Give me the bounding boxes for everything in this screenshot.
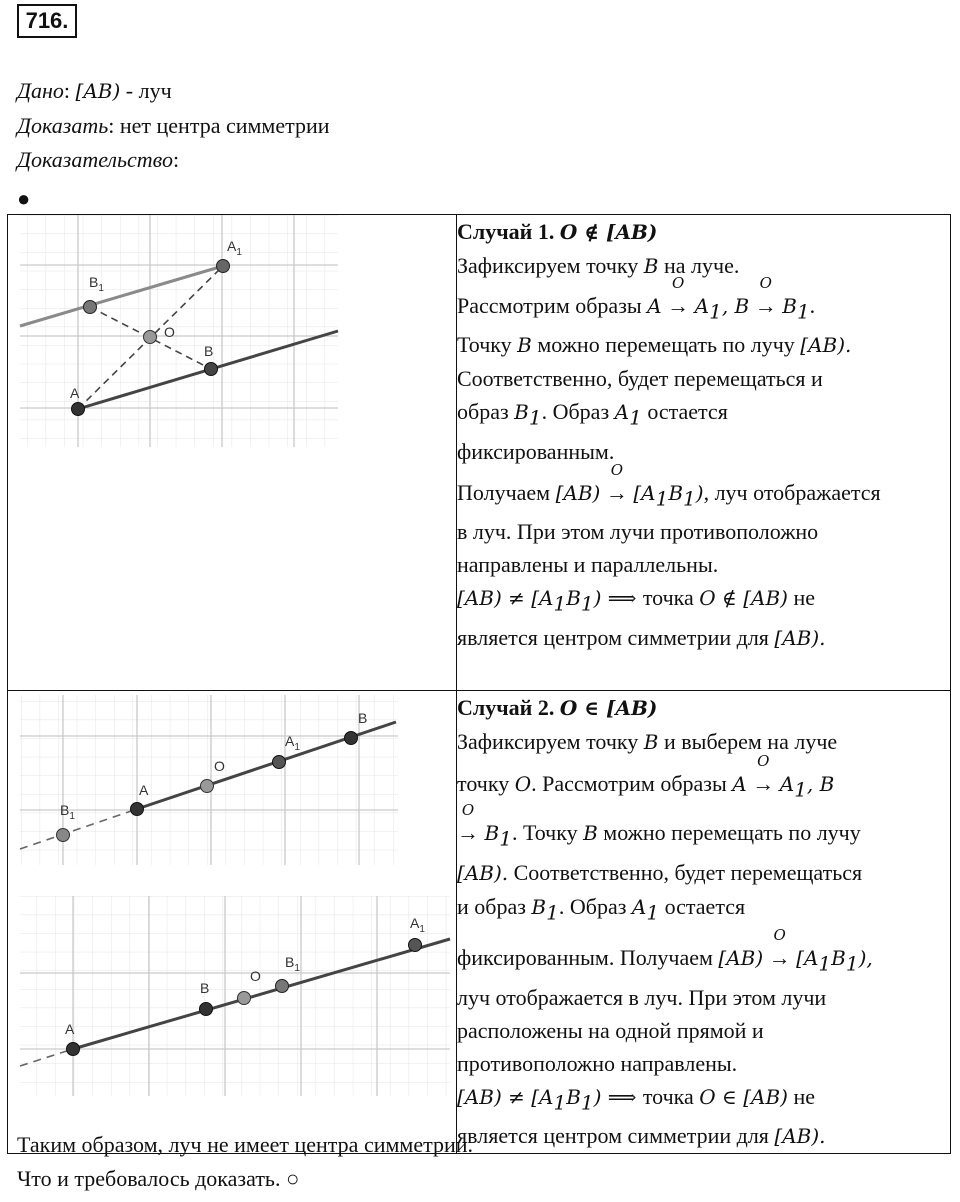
label-a1: $A_1$ <box>227 238 242 258</box>
qed-line: Что и требовалось доказать. ○ <box>17 1166 300 1191</box>
problem-number: 716. <box>17 4 77 38</box>
map-arrow: O → <box>667 274 690 318</box>
proof-line: Доказательство: <box>17 147 180 172</box>
label-a1: $A_1$ <box>285 733 300 753</box>
point-a1 <box>273 756 286 769</box>
end-mark: ○ <box>285 1166 300 1191</box>
case2-condition: O ∈ [AB) <box>559 696 658 720</box>
case2-figure-cell <box>8 691 457 1154</box>
label-b: B <box>204 343 214 359</box>
label-o: O <box>164 324 175 340</box>
case2-row <box>8 691 951 1154</box>
label-b1: $B_1$ <box>89 274 104 294</box>
given-label: Дано <box>17 78 64 103</box>
case2-text-cell: Случай 2. O ∈ [AB) Зафиксируем точку B и выберем на луче точку O. Рассмотрим образы A O → $A_1$, B O → $B_1$. Точку B можно перемещать по лучу [AB). Соответственно, будет перемещаться и образ $B_1$. Образ $A_1$ остается фиксированным. Получаем [AB) O → $[A_1B_1)$, луч отображается в луч. При этом лучи расположены на одной прямой и противоположно направлены. $[AB) \ne [A_1B_1)$ ⟹ точка O ∈ [AB) не является центром симметрии для [AB). <box>457 691 951 1154</box>
conclusion-line: Таким образом, луч не имеет центра симметрии. <box>17 1132 474 1157</box>
point-b <box>205 363 218 376</box>
label-b: B <box>358 710 368 726</box>
given-line: Дано: [AB) - луч <box>17 78 172 103</box>
label-o: O <box>214 758 225 774</box>
figure-case1 <box>8 215 456 685</box>
point-a1 <box>217 260 230 273</box>
map-arrow: O → <box>457 801 479 846</box>
prove-line: Доказать: нет центра симметрии <box>17 113 330 138</box>
map-arrow: O → <box>605 460 628 505</box>
point-b1 <box>57 829 70 842</box>
case1-text-cell: Случай 1. O ∉ [AB) Зафиксируем точку B на луче. Рассмотрим образы A O → $A_1$, B O → $B_1$. Точку B можно перемещать по лучу [AB). Соответственно, будет перемещаться и образ $B_1$. Образ $A_1$ остается фиксированным. Получаем [AB) O → $[A_1B_1)$, луч отображается в луч. При этом лучи противоположно направлены и параллельны. $[AB) \ne [A_1B_1)$ ⟹ точка O ∉ [AB) не является центром симметрии для [AB). <box>457 215 951 691</box>
label-a: A <box>65 1021 75 1037</box>
grid <box>20 215 338 447</box>
proof-label: Доказательство <box>17 147 173 172</box>
label-a: A <box>139 782 149 798</box>
point-o <box>238 992 251 1005</box>
point-a <box>72 403 85 416</box>
point-a1 <box>409 939 422 952</box>
prove-label: Доказать <box>17 113 109 138</box>
point-a <box>67 1043 80 1056</box>
point-b1 <box>276 980 289 993</box>
point-b <box>345 732 358 745</box>
label-o: O <box>250 968 261 984</box>
point-o <box>201 780 214 793</box>
label-b1: $B_1$ <box>60 802 75 822</box>
case1-title: Случай 1. <box>457 219 555 244</box>
point-b <box>200 1003 213 1016</box>
cases-table <box>7 214 951 1154</box>
given-ray: [AB) <box>75 79 121 103</box>
map-arrow: O → <box>754 274 777 318</box>
grid-bottom <box>20 896 450 1096</box>
point-o <box>144 331 157 344</box>
map-arrow: O → <box>752 752 775 796</box>
case2-title: Случай 2. <box>457 695 555 720</box>
map-arrow: O → <box>768 926 791 971</box>
case1-condition: O ∉ [AB) <box>559 220 658 244</box>
label-a1: $A_1$ <box>410 915 425 935</box>
point-b1 <box>84 301 97 314</box>
figure-case2 <box>8 691 456 1135</box>
label-b: B <box>200 980 210 996</box>
label-a: A <box>70 385 80 401</box>
point-a <box>131 803 144 816</box>
case1-figure-cell <box>8 215 457 691</box>
bullet: ● <box>17 186 31 211</box>
case1-row <box>8 215 951 691</box>
label-b1: $B_1$ <box>285 954 300 974</box>
